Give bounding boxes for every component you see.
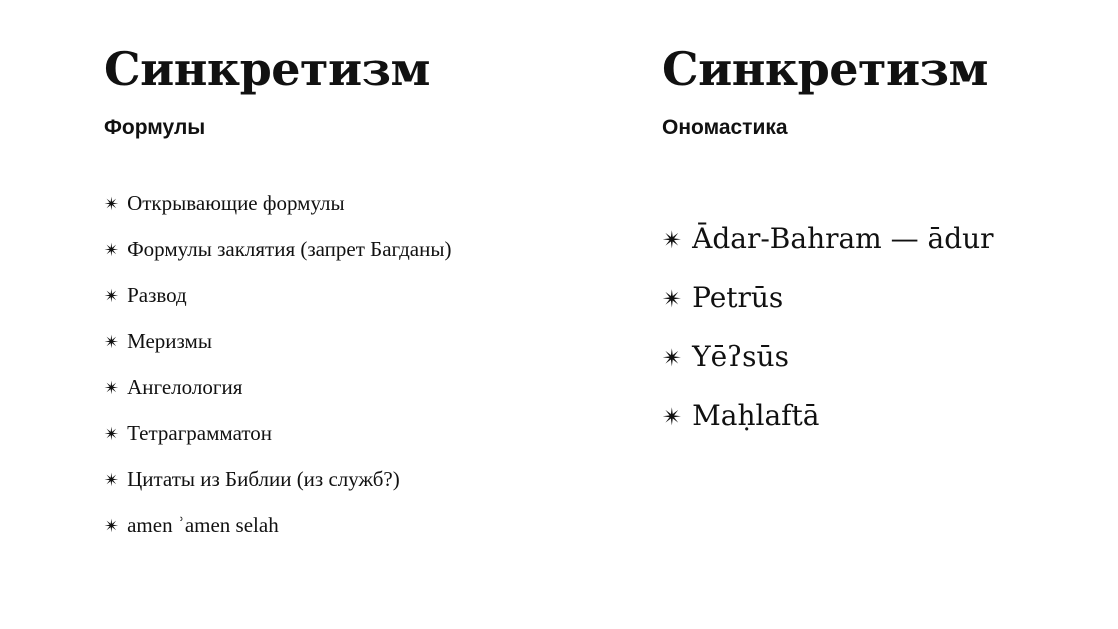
list-item — [104, 234, 451, 280]
star-bullet-icon: ✴ — [104, 194, 120, 215]
list-item-text: Maḥlaftā — [692, 399, 820, 432]
list-item — [662, 337, 994, 396]
list-item-text: amen ʾamen selah — [127, 513, 279, 537]
star-bullet-icon: ✴ — [662, 344, 683, 372]
star-bullet-icon: ✴ — [104, 516, 120, 537]
list-item — [662, 278, 994, 337]
right-title: Синкретизм — [662, 42, 988, 96]
left-subtitle: Формулы — [104, 116, 206, 139]
star-bullet-icon: ✴ — [104, 378, 120, 399]
list-item-text: Формулы заклятия (запрет Багданы) — [127, 237, 452, 261]
right-bullet-list — [662, 219, 994, 455]
right-subtitle: Ономастика — [662, 116, 788, 139]
list-item — [104, 188, 451, 234]
list-item-text: Развод — [127, 283, 187, 307]
list-item — [662, 219, 994, 278]
star-bullet-icon: ✴ — [662, 285, 683, 313]
list-item — [104, 464, 451, 510]
list-item — [662, 396, 994, 455]
list-item-text: Petrūs — [692, 281, 784, 314]
star-bullet-icon: ✴ — [104, 240, 120, 261]
list-item-text: Ангелология — [127, 375, 243, 399]
list-item — [104, 372, 451, 418]
list-item-text: Ādar-Bahram — ādur — [692, 222, 994, 255]
left-bullet-list — [104, 188, 451, 556]
list-item — [104, 326, 451, 372]
list-item — [104, 418, 451, 464]
list-item — [104, 510, 451, 556]
list-item-text: Открывающие формулы — [127, 191, 345, 215]
left-title: Синкретизм — [104, 42, 430, 96]
list-item — [104, 280, 451, 326]
list-item-text: Тетраграмматон — [127, 421, 272, 445]
star-bullet-icon: ✴ — [104, 424, 120, 445]
star-bullet-icon: ✴ — [104, 286, 120, 307]
star-bullet-icon: ✴ — [662, 403, 683, 431]
list-item-text: Цитаты из Библии (из служб?) — [127, 467, 400, 491]
star-bullet-icon: ✴ — [104, 332, 120, 353]
star-bullet-icon: ✴ — [662, 226, 683, 254]
star-bullet-icon: ✴ — [104, 470, 120, 491]
list-item-text: Меризмы — [127, 329, 212, 353]
list-item-text: Yēʔsūs — [692, 340, 789, 373]
